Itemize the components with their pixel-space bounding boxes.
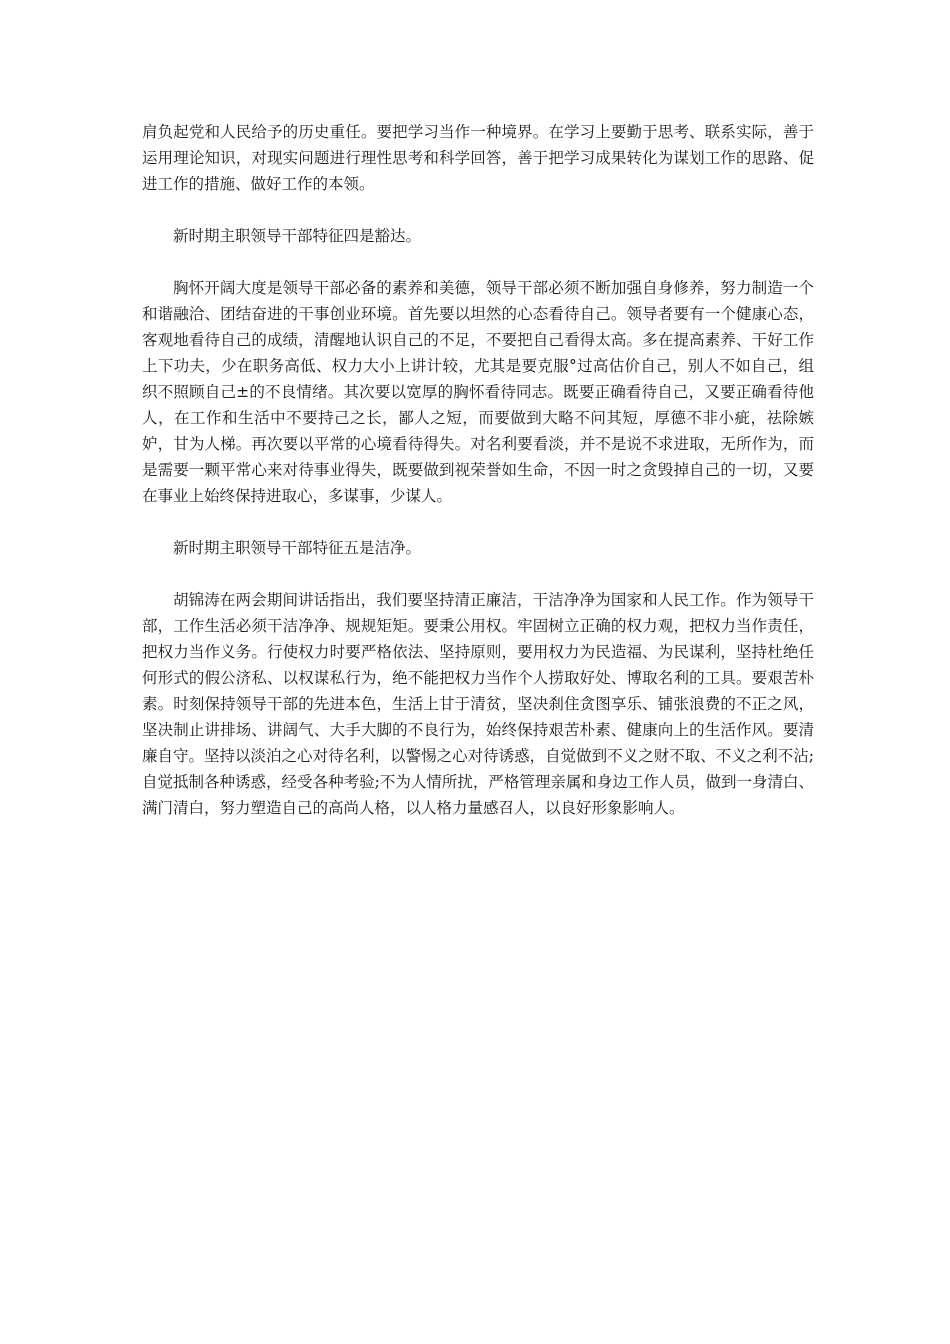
paragraph-continued: 肩负起党和人民给予的历史重任。要把学习当作一种境界。在学习上要勤于思考、联系实际，善于运用理论知识，对现实问题进行理性思考和科学回答，善于把学习成果转化为谋划工作的思路、促进工作的措施、做好工作的本领。	[142, 123, 814, 193]
section-heading-five: 新时期主职领导干部特征五是洁净。	[173, 539, 422, 557]
document-body	[142, 119, 814, 847]
section-heading-four: 新时期主职领导干部特征四是豁达。	[173, 227, 422, 245]
paragraph-magnanimity: 胸怀开阔大度是领导干部必备的素养和美德，领导干部必须不断加强自身修养，努力制造一个和谐融洽、团结奋进的干事创业环境。首先要以坦然的心态看待自己。领导者要有一个健康心态，客观地看待自己的成绩，清醒地认识自己的不足，不要把自己看得太高。多在提高素养、干好工作上下功夫，少在职务高低、权力大小上讲计较，尤其是要克服°过高估价自己，别人不如自己，组织不照顾自己±的不良情绪。其次要以宽厚的胸怀看待同志。既要正确看待自己，又要正确看待他人，在工作和生活中不要持己之长，鄙人之短，而要做到大略不问其短，厚德不非小疵，祛除嫉妒，甘为人梯。再次要以平常的心境看待得失。对名利要看淡，并不是说不求进取，无所作为，而是需要一颗平常心来对待事业得失，既要做到视荣誉如生命，不因一时之贪毁掉自己的一切，又要在事业上始终保持进取心，多谋事，少谋人。	[142, 279, 814, 505]
paragraph-integrity: 胡锦涛在两会期间讲话指出，我们要坚持清正廉洁，干洁净净为国家和人民工作。作为领导干部，工作生活必须干洁净净、规规矩矩。要秉公用权。牢固树立正确的权力观，把权力当作责任，把权力当作义务。行使权力时要严格依法、坚持原则，要用权力为民造福、为民谋利，坚持杜绝任何形式的假公济私、以权谋私行为，绝不能把权力当作个人捞取好处、博取名利的工具。要艰苦朴素。时刻保持领导干部的先进本色，生活上甘于清贫，坚决刹住贪图享乐、铺张浪费的不正之风，坚决制止讲排场、讲阔气、大手大脚的不良行为，始终保持艰苦朴素、健康向上的生活作风。要清廉自守。坚持以淡泊之心对待名利，以警惕之心对待诱惑，自觉做到不义之财不取、不义之利不沾;自觉抵制各种诱惑，经受各种考验;不为人情所扰，严格管理亲属和身边工作人员，做到一身清白、满门清白，努力塑造自己的高尚人格，以人格力量感召人，以良好形象影响人。	[142, 591, 814, 817]
